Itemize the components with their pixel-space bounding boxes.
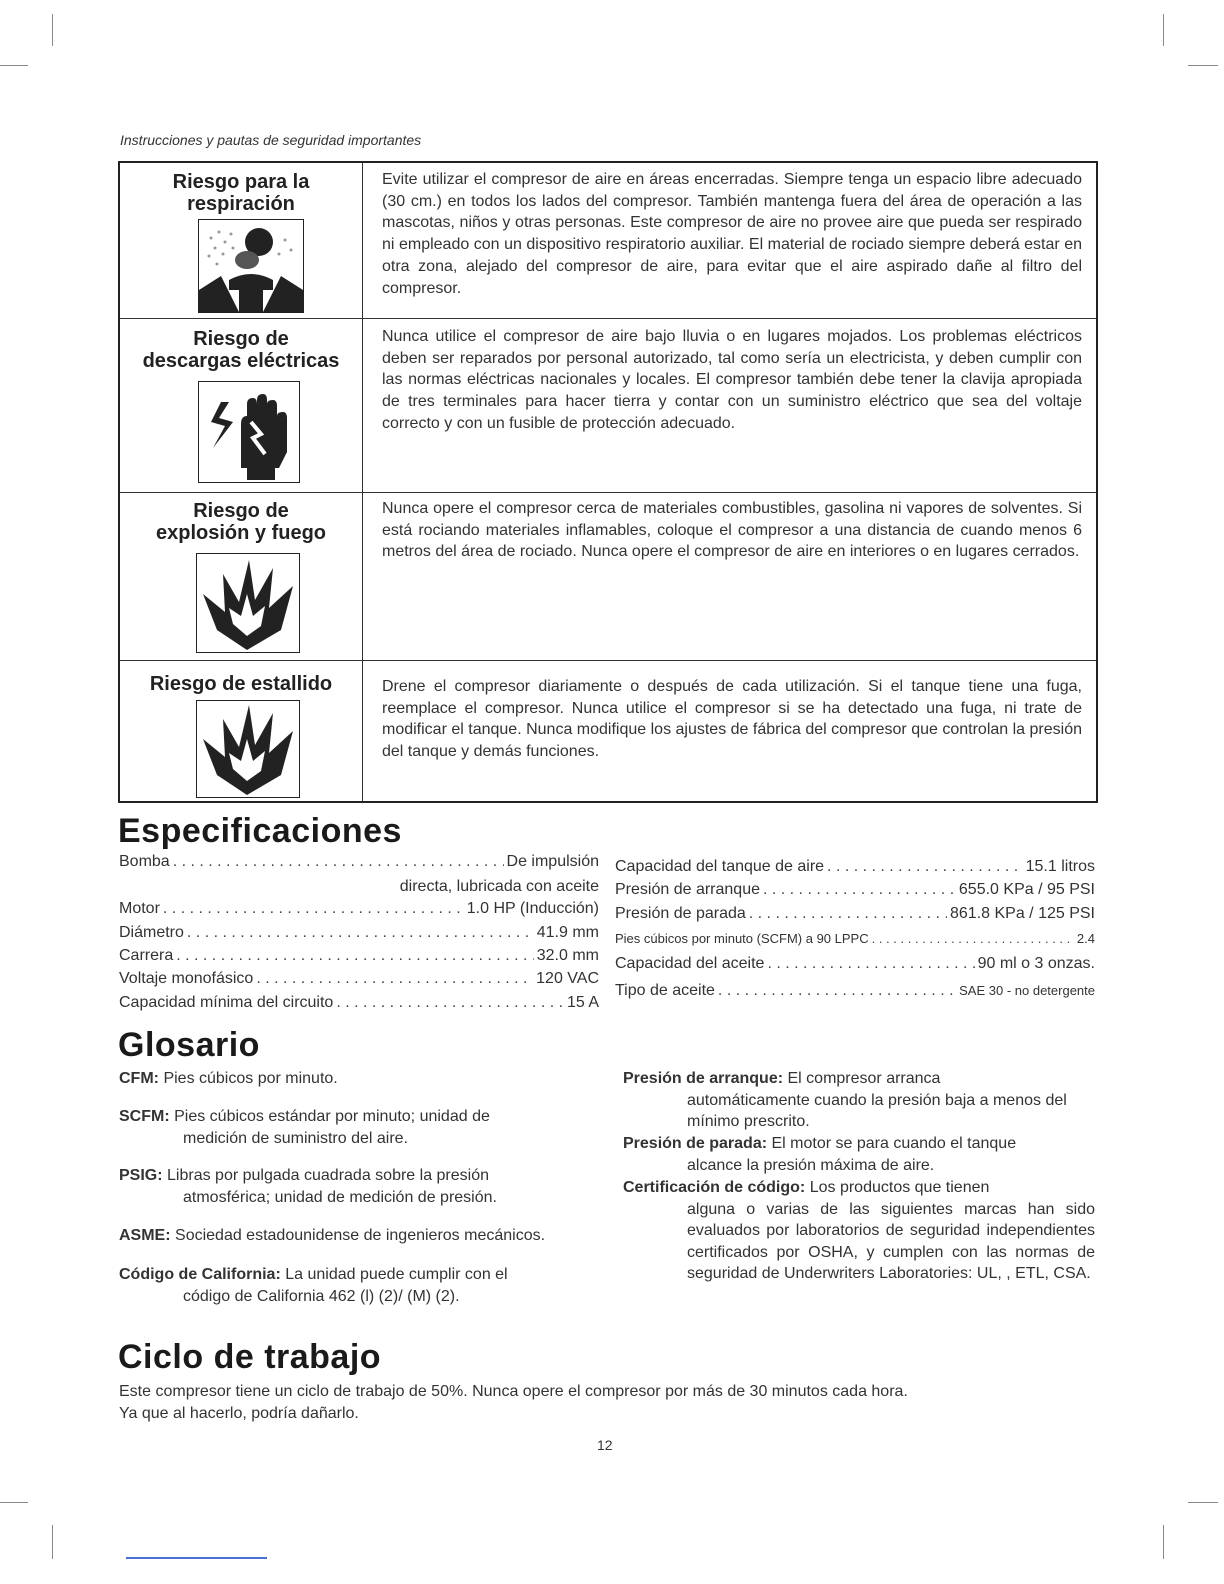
leader-dots (872, 931, 1074, 946)
hazard-title: Riesgo para la (172, 171, 310, 193)
glossary-term: Presión de parada: (623, 1135, 768, 1152)
spec-value: 655.0 KPa / 95 PSI (958, 881, 1095, 898)
crop-mark (0, 65, 28, 66)
leader-dots (763, 881, 956, 899)
table-divider (362, 163, 363, 801)
spec-row (119, 924, 599, 942)
respiration-hazard-icon (198, 219, 304, 313)
spec-label: Bomba (119, 853, 170, 870)
hazard-title: Riesgo de estallido (149, 673, 333, 695)
spec-row (615, 955, 1095, 973)
row-divider (120, 660, 1096, 661)
leader-dots (256, 970, 533, 988)
glossary-definition: Pies cúbicos estándar por minuto; unidad de (174, 1108, 490, 1125)
duty-cycle-text (119, 1381, 1099, 1424)
footer-rule (126, 1557, 267, 1559)
leader-dots (749, 905, 947, 923)
spec-value: 41.9 mm (536, 924, 599, 941)
hazard-label-burst (120, 673, 362, 695)
glossary-term: SCFM: (119, 1108, 170, 1125)
spec-value: De impulsión (506, 853, 599, 870)
glossary-entry (119, 1225, 599, 1247)
spec-label: Motor (119, 900, 160, 917)
spec-row (119, 900, 599, 918)
spec-value: SAE 30 - no detergente (959, 983, 1095, 998)
spec-row (119, 970, 599, 988)
spec-row (119, 853, 599, 871)
electric-shock-icon (198, 381, 300, 483)
glossary-term: Presión de arranque: (623, 1070, 784, 1087)
row-divider (120, 492, 1096, 493)
spec-value: 2.4 (1076, 931, 1095, 946)
page-number: 12 (597, 1437, 613, 1453)
spec-row (615, 982, 1095, 1000)
glossary-entry (119, 1106, 599, 1149)
leader-dots (827, 858, 1023, 876)
hazard-title: explosión y fuego (155, 522, 327, 544)
glossary-definition: Sociedad estadounidense de ingenieros mecánicos. (175, 1227, 546, 1244)
hazard-title: respiración (187, 193, 295, 215)
glossary-entry (119, 1165, 599, 1208)
spec-row (119, 994, 599, 1012)
leader-dots (767, 955, 974, 973)
leader-dots (173, 853, 504, 871)
spec-row (615, 881, 1095, 899)
hazard-label-respiration (120, 171, 362, 215)
crop-mark (52, 14, 53, 46)
spec-row (615, 931, 1095, 946)
spec-value: directa, lubricada con aceite (399, 878, 599, 895)
spec-label: Diámetro (119, 924, 184, 941)
glossary-definition-cont: medición de suministro del aire. (183, 1129, 408, 1147)
hazard-title: Riesgo de (193, 328, 289, 350)
spec-row (615, 858, 1095, 876)
spec-value: 15 A (566, 994, 599, 1011)
spec-label: Pies cúbicos por minuto (SCFM) a 90 LPPC (615, 931, 869, 946)
glossary-entry (623, 1177, 1095, 1285)
spec-value: 32.0 mm (536, 947, 599, 964)
spec-label: Capacidad del tanque de aire (615, 858, 825, 875)
hazard-text: Drene el compresor diariamente o después de cada utilización. Si el tanque tiene una fuga, reemplace el compresor. Nunca utilice el compresor si se ha detectado una fuga, ni trate de modificar el tanque. Nunca modifique los ajustes de fábrica del compresor que controlan la presión del tanque y demás funciones. (382, 678, 1082, 761)
hazard-label-electric (120, 328, 362, 372)
hazard-text: Nunca opere el compresor cerca de materiales combustibles, gasolina ni vapores de solventes. Si está rociando materiales inflamables, coloque el compresor a una distancia de cuando menos 6 metros del área de rociado. Nunca opere el compresor de aire en interiores o en lugares cerrados. (382, 500, 1082, 561)
glossary-entry (119, 1068, 599, 1090)
burst-icon (196, 700, 300, 798)
duty-cycle-line: Este compresor tiene un ciclo de trabajo de 50%. Nunca opere el compresor por más de 30 minutos cada hora. (119, 1383, 908, 1400)
hazard-title: descargas eléctricas (142, 350, 340, 372)
glossary-entry (623, 1068, 1095, 1133)
spec-label: Presión de arranque (615, 881, 760, 898)
leader-dots (176, 947, 534, 965)
glossary-definition-cont: alcance la presión máxima de aire. (687, 1156, 935, 1174)
spec-label: Capacidad del aceite (615, 955, 765, 972)
duty-cycle-line: Ya que al hacerlo, podría dañarlo. (119, 1404, 359, 1422)
spec-value: 120 VAC (536, 970, 599, 987)
spec-value: 861.8 KPa / 125 PSI (950, 905, 1095, 922)
crop-mark (1188, 1502, 1218, 1503)
crop-mark (1163, 14, 1164, 46)
glossary-definition: Los productos que tienen (809, 1179, 990, 1196)
glossary-definition-cont: alguna o varias de las siguientes marcas han sido evaluados por laboratorios de seguridad independientes certificados por OSHA, y cumplen con las normas de seguridad de Underwriters Laboratories: UL, , ETL, CSA. (687, 1200, 1095, 1282)
crop-mark (1188, 65, 1218, 66)
glossary-definition-cont: código de California 462 (l) (2)/ (M) (2). (183, 1287, 460, 1305)
spec-value: 90 ml o 3 onzas. (977, 955, 1095, 972)
spec-label: Voltaje monofásico (119, 970, 254, 987)
duty-cycle-heading: Ciclo de trabajo (118, 1338, 382, 1376)
leader-dots (187, 924, 534, 942)
glossary-definition: Libras por pulgada cuadrada sobre la presión (167, 1167, 490, 1184)
hazard-title: Riesgo de (193, 500, 289, 522)
crop-mark (1163, 1525, 1164, 1559)
glossary-term: PSIG: (119, 1167, 163, 1184)
spec-row (615, 905, 1095, 923)
spec-row (119, 947, 599, 965)
glossary-definition: La unidad puede cumplir con el (285, 1266, 508, 1283)
explosion-icon (196, 553, 300, 653)
glossary-entry (623, 1133, 1095, 1176)
glossary-definition: El compresor arranca (787, 1070, 941, 1087)
glossary-definition-cont: atmosférica; unidad de medición de presión. (183, 1188, 497, 1206)
glossary-term: Código de California: (119, 1266, 281, 1283)
spec-row-continued (119, 878, 599, 896)
leader-dots (718, 982, 956, 1000)
glossary-term: CFM: (119, 1070, 159, 1087)
hazard-text: Evite utilizar el compresor de aire en áreas encerradas. Siempre tenga un espacio libre adecuado (30 cm.) en todos los lados del compresor. También mantenga fuera del área de operación a las mascotas, niños y otras personas. Este compresor de aire no provee aire que pueda ser respirado ni empleado con un dispositivo respiratorio auxiliar. El material de rociado siempre deberá estar en otra zona, alejado del compresor de aire, para evitar que el aire aspirado dañe al filtro del compresor. (382, 171, 1082, 297)
leader-dots (336, 994, 564, 1012)
leader-dots (163, 900, 464, 918)
row-divider (120, 318, 1096, 319)
crop-mark (52, 1525, 53, 1559)
spec-value: 1.0 HP (Inducción) (466, 900, 599, 917)
spec-value: 15.1 litros (1025, 858, 1095, 875)
spec-label: Tipo de aceite (615, 982, 715, 999)
hazard-label-explosion (120, 500, 362, 544)
glossary-definition-cont: automáticamente cuando la presión baja a menos del mínimo prescrito. (687, 1091, 1067, 1130)
glossary-definition: El motor se para cuando el tanque (771, 1135, 1017, 1152)
glossary-term: Certificación de código: (623, 1179, 806, 1196)
safety-table (118, 161, 1098, 803)
glossary-term: ASME: (119, 1227, 171, 1244)
spec-label: Carrera (119, 947, 174, 964)
spec-label: Capacidad mínima del circuito (119, 994, 334, 1011)
glossary-definition: Pies cúbicos por minuto. (163, 1070, 338, 1087)
running-header: Instrucciones y pautas de seguridad importantes (120, 132, 422, 148)
specs-heading: Especificaciones (118, 812, 402, 850)
crop-mark (0, 1502, 28, 1503)
hazard-text: Nunca utilice el compresor de aire bajo lluvia o en lugares mojados. Los problemas eléctricos deben ser reparados por personal autorizado, tal como sería un electricista, y deben cumplir con las normas eléctricas nacionales y locales. El compresor también debe tener la clavija apropiada de tres terminales para hacer tierra y contar con un suministro eléctrico que sea del voltaje correcto y con un fusible de protección adecuado. (382, 328, 1082, 432)
spec-label: Presión de parada (615, 905, 746, 922)
glossary-heading: Glosario (118, 1026, 260, 1064)
glossary-entry (119, 1264, 599, 1307)
